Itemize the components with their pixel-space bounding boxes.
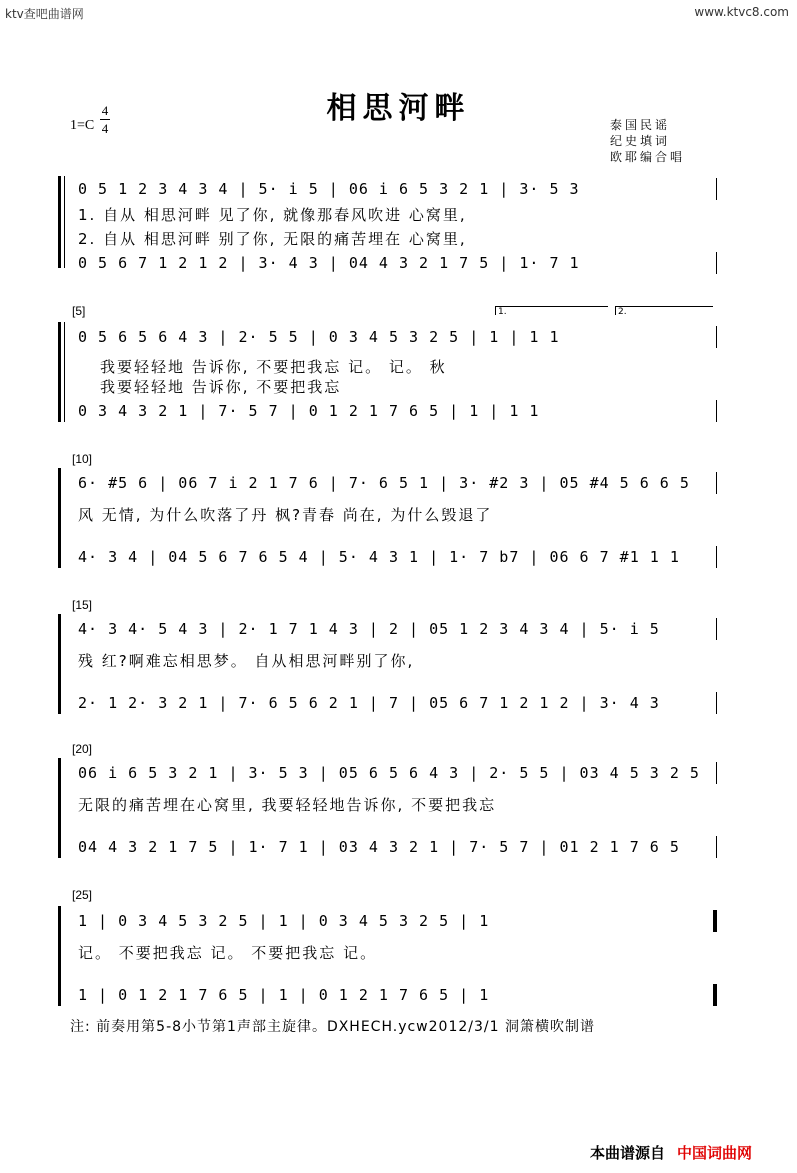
song-title: 相思河畔 — [326, 91, 471, 126]
lower-voice: 1 | 0 1 2 1 7 6 5 | 1 | 0 1 2 1 7 6 5 | 1 — [78, 986, 490, 1004]
lower-voice: 4· 3 4 | 04 5 6 7 6 5 4 | 5· 4 3 1 | 1· 7 b7 | 06 6 7 #1 1 1 — [78, 548, 680, 566]
lower-voice: 04 4 3 2 1 7 5 | 1· 7 1 | 03 4 3 2 1 | 7· 5 7 | 01 2 1 7 6 5 — [78, 838, 680, 856]
score-system-6 — [0, 888, 797, 1013]
upper-voice: 6· #5 6 | 06 7 i 2 1 7 6 | 7· 6 5 1 | 3· #2 3 | 05 #4 5 6 6 5 — [78, 474, 690, 492]
score-system-1 — [0, 170, 797, 280]
lyric-verse-2: 我要轻轻地 告诉你, 不要把我忘 — [100, 378, 342, 396]
lyric-verse-2: 2. 自从 相思河畔 别了你, 无限的痛苦埋在 心窝里, — [78, 230, 467, 248]
time-signature-top: 4 — [101, 103, 109, 118]
upper-voice: 1 | 0 3 4 5 3 2 5 | 1 | 0 3 4 5 3 2 5 | 1 — [78, 912, 490, 930]
credit-lyricist: 纪史填词 — [610, 134, 671, 148]
credits — [610, 117, 685, 165]
lower-voice: 2· 1 2· 3 2 1 | 7· 6 5 6 2 1 | 7 | 05 6 7 1 2 1 2 | 3· 4 3 — [78, 694, 660, 712]
site-watermark-right: www.ktvc8.com — [694, 5, 789, 19]
source-credit — [590, 1142, 752, 1163]
score-system-3 — [0, 450, 797, 570]
lyric-verse-1: 我要轻轻地 告诉你, 不要把我忘 记。 记。 秋 — [100, 358, 447, 376]
credit-origin: 泰国民谣 — [610, 118, 671, 132]
score-system-2 — [0, 300, 797, 430]
upper-voice: 06 i 6 5 3 2 1 | 3· 5 3 | 05 6 5 6 4 3 | 2· 5 5 | 03 4 5 3 2 5 — [78, 764, 700, 782]
lower-voice: 0 5 6 7 1 2 1 2 | 3· 4 3 | 04 4 3 2 1 7 5 | 1· 7 1 — [78, 254, 580, 272]
lower-voice: 0 3 4 3 2 1 | 7· 5 7 | 0 1 2 1 7 6 5 | 1 | 1 1 — [78, 402, 540, 420]
measure-number: [20] — [72, 742, 93, 756]
score-system-5 — [0, 742, 797, 862]
lyric-line: 风 无情, 为什么吹落了丹 枫?青春 尚在, 为什么毁退了 — [78, 506, 493, 524]
lyric-line: 记。 不要把我忘 记。 不要把我忘 记。 — [78, 944, 378, 962]
credit-arranger: 欧耶编合唱 — [610, 150, 686, 164]
source-site-link[interactable]: 中国词曲网 — [677, 1144, 753, 1162]
measure-number: [25] — [72, 888, 93, 902]
footnote: 注: 前奏用第5-8小节第1声部主旋律。DXHECH.ycw2012/3/1 洞箫横吹制谱 — [70, 1019, 595, 1035]
lyric-line: 残 红?啊难忘相思梦。 自从相思河畔别了你, — [78, 652, 415, 670]
lyric-line: 无限的痛苦埋在心窝里, 我要轻轻地告诉你, 不要把我忘 — [78, 796, 497, 814]
site-watermark-left: ktv查吧曲谱网 — [5, 7, 84, 21]
volta-second-ending: 2. — [615, 306, 713, 315]
time-signature-bottom: 4 — [101, 121, 109, 136]
upper-voice: 0 5 6 5 6 4 3 | 2· 5 5 | 0 3 4 5 3 2 5 | 1 | 1 1 — [78, 328, 560, 346]
upper-voice: 0 5 1 2 3 4 3 4 | 5· i 5 | 06 i 6 5 3 2 1 | 3· 5 3 — [78, 180, 580, 198]
time-signature — [100, 104, 110, 135]
measure-number: [15] — [72, 598, 93, 612]
measure-number: [5] — [72, 304, 86, 318]
measure-number: [10] — [72, 452, 93, 466]
source-label: 本曲谱源自 — [590, 1144, 666, 1162]
volta-first-ending: 1. — [495, 306, 608, 315]
key-signature: 1=C — [70, 118, 95, 133]
score-system-4 — [0, 598, 797, 718]
upper-voice: 4· 3 4· 5 4 3 | 2· 1 7 1 4 3 | 2 | 05 1 2 3 4 3 4 | 5· i 5 — [78, 620, 660, 638]
lyric-verse-1: 1. 自从 相思河畔 见了你, 就像那春风吹进 心窝里, — [78, 206, 467, 224]
